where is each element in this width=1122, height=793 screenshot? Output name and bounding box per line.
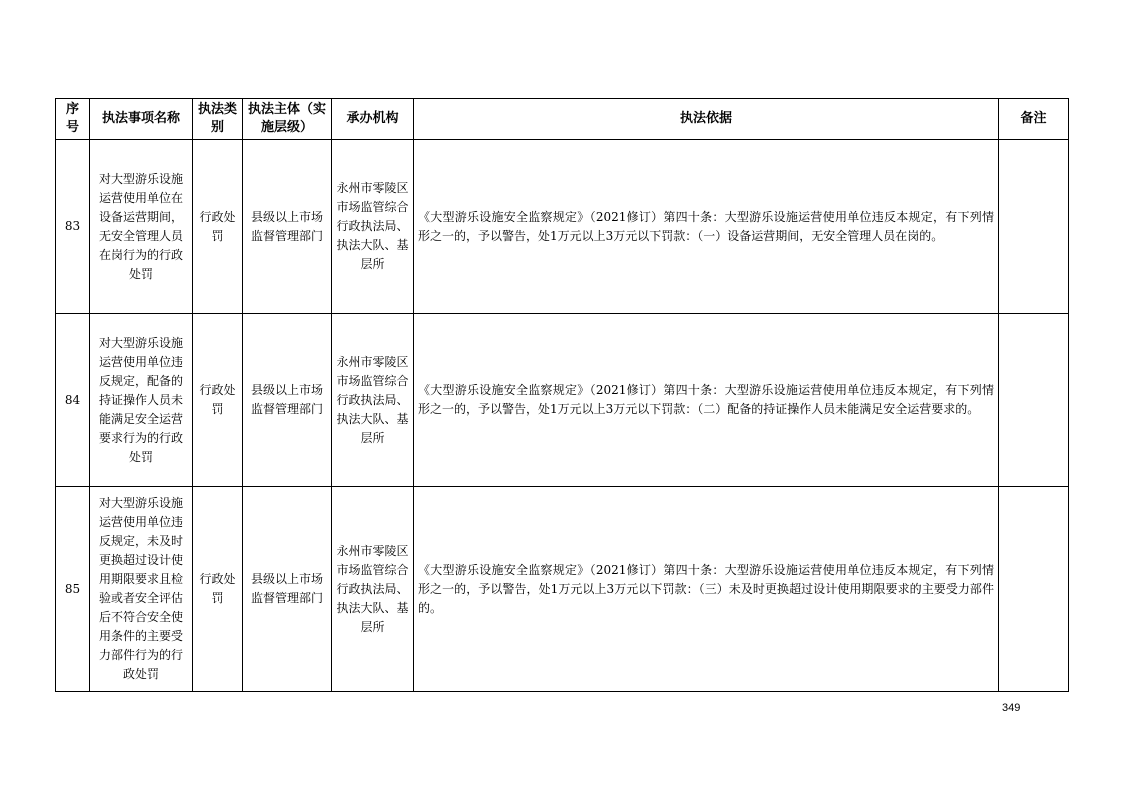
row-item-name: 对大型游乐设施运营使用单位违反规定，未及时更换超过设计使用期限要求且检验或者安全评估后不符合安全使用条件的主要受力部件行为的行政处罚 <box>90 487 193 692</box>
row-subject: 县级以上市场监督管理部门 <box>243 487 332 692</box>
header-subject: 执法主体（实施层级） <box>243 99 332 140</box>
row-agency: 永州市零陵区市场监管综合行政执法局、执法大队、基层所 <box>332 487 414 692</box>
row-agency: 永州市零陵区市场监管综合行政执法局、执法大队、基层所 <box>332 140 414 314</box>
header-agency: 承办机构 <box>332 99 414 140</box>
row-basis: 《大型游乐设施安全监察规定》（2021修订）第四十条：大型游乐设施运营使用单位违反本规定，有下列情形之一的，予以警告，处1万元以上3万元以下罚款：（二）配备的持证操作人员未能满足安全运营要求的。 <box>414 314 999 487</box>
row-remarks <box>999 487 1069 692</box>
header-no: 序号 <box>56 99 90 140</box>
row-category: 行政处罚 <box>193 140 243 314</box>
row-subject: 县级以上市场监督管理部门 <box>243 140 332 314</box>
table-row <box>56 140 1069 314</box>
enforcement-items-table <box>55 98 1069 692</box>
row-category: 行政处罚 <box>193 314 243 487</box>
page-number: 349 <box>1002 702 1021 714</box>
row-remarks <box>999 140 1069 314</box>
row-basis: 《大型游乐设施安全监察规定》（2021修订）第四十条：大型游乐设施运营使用单位违反本规定，有下列情形之一的，予以警告，处1万元以上3万元以下罚款：（三）未及时更换超过设计使用期限要求的主要受力部件的。 <box>414 487 999 692</box>
header-item-name: 执法事项名称 <box>90 99 193 140</box>
row-no: 85 <box>56 487 90 692</box>
row-agency: 永州市零陵区市场监管综合行政执法局、执法大队、基层所 <box>332 314 414 487</box>
header-remarks: 备注 <box>999 99 1069 140</box>
header-basis: 执法依据 <box>414 99 999 140</box>
row-item-name: 对大型游乐设施运营使用单位在设备运营期间，无安全管理人员在岗行为的行政处罚 <box>90 140 193 314</box>
row-basis: 《大型游乐设施安全监察规定》（2021修订）第四十条：大型游乐设施运营使用单位违反本规定，有下列情形之一的，予以警告，处1万元以上3万元以下罚款：（一）设备运营期间，无安全管理人员在岗的。 <box>414 140 999 314</box>
row-no: 83 <box>56 140 90 314</box>
table-row <box>56 314 1069 487</box>
row-subject: 县级以上市场监督管理部门 <box>243 314 332 487</box>
table-row <box>56 487 1069 692</box>
row-item-name: 对大型游乐设施运营使用单位违反规定，配备的持证操作人员未能满足安全运营要求行为的行政处罚 <box>90 314 193 487</box>
header-category: 执法类别 <box>193 99 243 140</box>
row-no: 84 <box>56 314 90 487</box>
table-header-row <box>56 99 1069 140</box>
row-category: 行政处罚 <box>193 487 243 692</box>
row-remarks <box>999 314 1069 487</box>
